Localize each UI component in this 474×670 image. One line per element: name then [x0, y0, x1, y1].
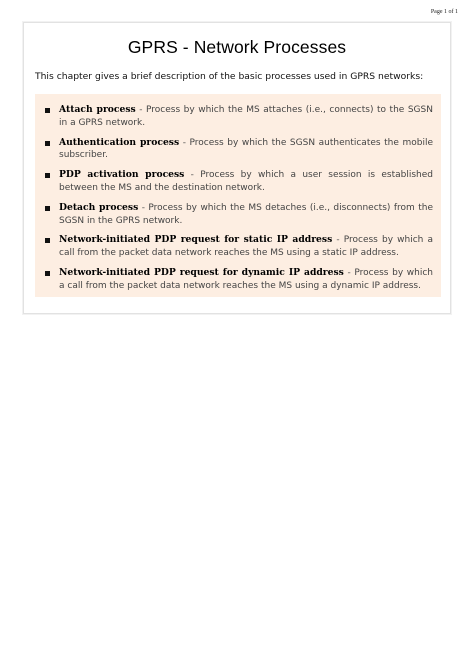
square-bullet-icon: [45, 271, 50, 276]
page-indicator: Page 1 of 1: [430, 9, 458, 15]
process-term: Attach process: [59, 104, 136, 115]
process-term: Network-initiated PDP request for static IP address: [59, 234, 333, 246]
process-item-pdp-activation: [43, 169, 433, 195]
process-term: Detach process: [59, 201, 139, 213]
process-item-attach: [43, 104, 433, 130]
process-term: PDP activation process: [59, 169, 185, 181]
square-bullet-icon: [45, 108, 50, 113]
page-title: GPRS - Network Processes: [127, 37, 347, 57]
process-description: Process by which the SGSN authenticates the mobile subscriber.: [59, 137, 433, 161]
process-list-box: [35, 94, 441, 297]
term-separator: -: [332, 235, 344, 246]
process-description: Process by which the MS attaches (i.e., connects) to the SGSN in a GPRS network.: [59, 105, 433, 128]
process-item-static-ip: [43, 234, 433, 260]
process-description: Process by which a user session is established between the MS and the destination network.: [59, 170, 433, 193]
term-separator: -: [343, 267, 355, 278]
square-bullet-icon: [45, 206, 50, 211]
square-bullet-icon: [45, 173, 50, 178]
square-bullet-icon: [45, 238, 50, 243]
square-bullet-icon: [45, 141, 50, 146]
process-item-authentication: [43, 137, 433, 163]
process-term: Authentication process: [59, 136, 180, 148]
process-description: Process by which a call from the packet data network reaches the MS using a dynamic IP address.: [59, 267, 433, 291]
content-frame: [23, 22, 451, 314]
intro-paragraph: This chapter gives a brief description of the basic processes used in GPRS networks:: [35, 71, 424, 82]
process-item-dynamic-ip: [43, 267, 433, 293]
process-list: [43, 104, 433, 293]
term-separator: -: [138, 202, 149, 213]
process-term: Network-initiated PDP request for dynamic IP address: [59, 266, 344, 278]
process-description: Process by which the MS detaches (i.e., disconnects) from the SGSN in the GPRS network.: [59, 202, 433, 226]
process-item-detach: [43, 202, 433, 228]
term-separator: -: [135, 105, 147, 115]
process-description: Process by which a call from the packet data network reaches the MS using a static IP address.: [59, 235, 433, 259]
term-separator: -: [179, 137, 190, 148]
term-separator: -: [184, 170, 201, 181]
